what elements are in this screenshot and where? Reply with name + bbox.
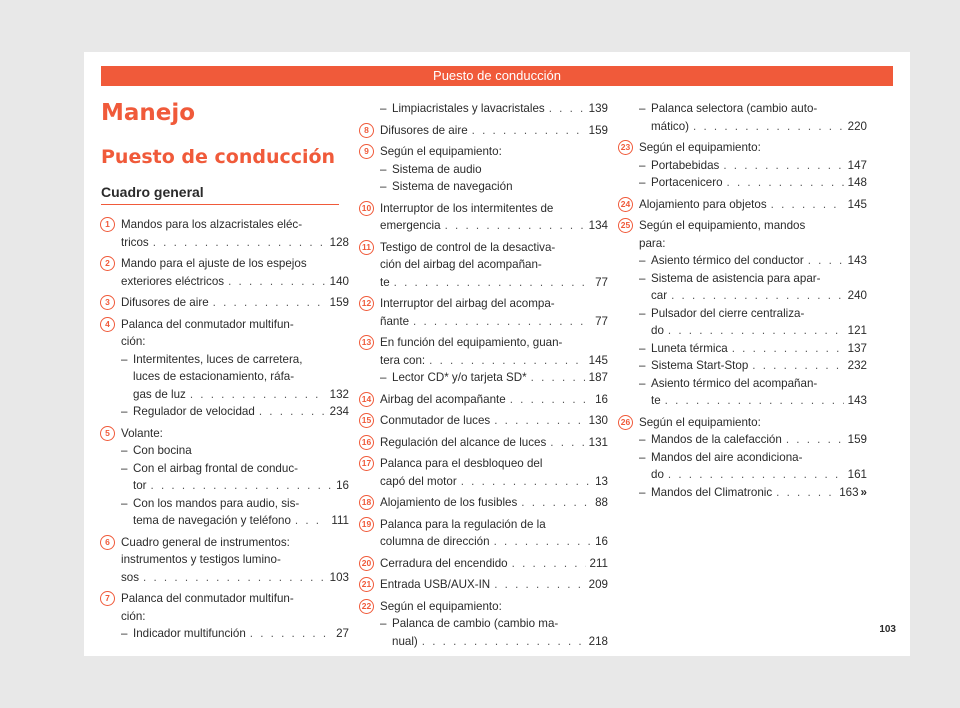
- sub-item-text: tema de navegación y teléfono: [133, 514, 291, 527]
- callout-number: 23: [618, 140, 633, 155]
- sub-item-text: – Con los mandos para audio, sis-: [133, 496, 300, 510]
- item-text: instrumentos y testigos lumino-: [121, 553, 281, 566]
- page-ref: 103: [329, 570, 349, 584]
- item-text: Interruptor del airbag del acompa-: [380, 297, 555, 310]
- legend-item: [364, 122, 608, 140]
- sub-item-text: – Sistema Start-Stop: [651, 359, 749, 372]
- page-ref: 88: [595, 496, 608, 509]
- legend-item: [639, 100, 867, 135]
- page-ref: 240: [847, 289, 867, 302]
- sub-item-text: mático): [651, 119, 690, 133]
- item-text: Alojamiento de los fusibles: [380, 496, 518, 509]
- page-ref: 209: [588, 578, 608, 591]
- legend-item: [361, 295, 608, 330]
- callout-number: 9: [359, 144, 374, 159]
- sub-item-text: do: [651, 324, 664, 337]
- sub-item-text: – Regulador de velocidad: [133, 405, 255, 418]
- page-ref: 234: [329, 405, 349, 418]
- sub-item: [639, 252, 867, 270]
- sub-item: [639, 375, 867, 410]
- legend-item: [105, 425, 349, 530]
- legend-column-1: [105, 216, 349, 647]
- item-text: Airbag del acompañante: [380, 392, 506, 406]
- sub-item: [380, 178, 608, 196]
- sub-item-text: – Intermitentes, luces de carretera,: [133, 352, 303, 366]
- callout-number: 11: [359, 240, 374, 255]
- page-number: 103: [879, 624, 896, 635]
- legend-item: [361, 576, 608, 594]
- page-ref: 163: [839, 485, 859, 499]
- item-text: ción del airbag del acompañan-: [380, 258, 542, 271]
- sub-item: [121, 625, 349, 643]
- item-text: Interruptor de los intermitentes de: [380, 201, 554, 215]
- callout-number: 12: [359, 296, 374, 311]
- legend-item: [361, 555, 608, 573]
- sub-item: [380, 369, 608, 387]
- callout-number: 8: [359, 123, 374, 138]
- item-text: Cerradura del encendido: [380, 556, 508, 570]
- item-text: Palanca para la regulación de la: [380, 517, 546, 531]
- item-text: ñante: [380, 314, 410, 328]
- sub-item: [380, 100, 608, 118]
- legend-item: [362, 239, 608, 292]
- page-ref: 13: [595, 474, 608, 488]
- legend-item: [105, 294, 349, 312]
- item-text: Difusores de aire: [121, 296, 209, 309]
- item-text: columna de dirección: [380, 535, 490, 548]
- sub-item-text: – Sistema de navegación: [392, 180, 513, 193]
- item-text: tricos: [121, 235, 149, 249]
- page-ref: 143: [847, 394, 867, 407]
- callout-number: 21: [359, 577, 374, 592]
- sub-item-text: – Sistema de audio: [392, 162, 482, 176]
- page-ref: 145: [588, 353, 608, 367]
- sub-item: [380, 615, 608, 650]
- page-ref: 139: [588, 102, 608, 115]
- page-ref: 77: [595, 275, 608, 289]
- sub-item-text: – Con bocina: [133, 444, 192, 457]
- item-text: Cuadro general de instrumentos:: [121, 535, 290, 549]
- sub-item-text: – Luneta térmica: [651, 341, 728, 355]
- item-text: Palanca del conmutador multifun-: [121, 317, 294, 331]
- sub-item: [639, 174, 867, 192]
- sub-item-text: tor: [133, 479, 147, 492]
- callout-number: 6: [100, 535, 115, 550]
- page-ref: 131: [588, 435, 608, 449]
- legend-item: [105, 316, 349, 421]
- sub-item-text: car: [651, 289, 668, 302]
- page-ref: 137: [847, 341, 867, 355]
- sub-item: [121, 495, 349, 530]
- page-ref: 159: [588, 123, 608, 137]
- callout-number: 14: [359, 392, 374, 407]
- item-text: Volante:: [121, 426, 163, 440]
- callout-number: 17: [359, 456, 374, 471]
- callout-number: 22: [359, 599, 374, 614]
- sub-item-text: – Con el airbag frontal de conduc-: [133, 461, 298, 475]
- item-text: Según el equipamiento:: [380, 599, 502, 613]
- legend-item: [361, 200, 608, 235]
- sub-item: [639, 305, 867, 340]
- callout-number: 3: [100, 295, 115, 310]
- callout-number: 16: [359, 435, 374, 450]
- sub-item: [380, 161, 608, 179]
- legend-item: [361, 455, 608, 490]
- sub-item-text: gas de luz: [133, 387, 186, 401]
- sub-item-text: – Asiento térmico del conductor: [651, 254, 804, 267]
- item-text: Conmutador de luces: [380, 414, 491, 427]
- legend-item: [361, 516, 608, 551]
- sub-item-text: luces de estacionamiento, ráfa-: [133, 370, 295, 383]
- sub-item-text: – Palanca de cambio (cambio ma-: [392, 617, 559, 630]
- subsection-title: Cuadro general: [101, 184, 339, 205]
- item-text: Entrada USB/AUX-IN: [380, 578, 491, 591]
- sub-item-text: – Portacenicero: [651, 176, 723, 189]
- chapter-title: Manejo: [101, 100, 196, 126]
- legend-item: [361, 598, 608, 651]
- callout-number: 20: [359, 556, 374, 571]
- callout-number: 26: [618, 415, 633, 430]
- sub-item: [639, 157, 867, 175]
- page-ref: 145: [847, 197, 867, 211]
- sub-item: [639, 484, 867, 502]
- item-text: Según el equipamiento, mandos: [639, 219, 806, 232]
- callout-number: 19: [359, 517, 374, 532]
- item-text: Palanca del conmutador multifun-: [121, 592, 294, 605]
- item-text: Difusores de aire: [380, 123, 468, 137]
- item-text: Palanca para el desbloqueo del: [380, 457, 543, 470]
- item-text: ción:: [121, 335, 146, 348]
- page-ref: 128: [329, 235, 349, 249]
- callout-number: 18: [359, 495, 374, 510]
- legend-item: [361, 412, 608, 430]
- page-ref: 134: [588, 219, 608, 232]
- sub-item-text: te: [651, 394, 661, 407]
- sub-item: [639, 357, 867, 375]
- page-ref: 16: [595, 535, 608, 548]
- legend-item: [361, 391, 608, 409]
- legend-item: [380, 100, 608, 118]
- callout-number: 15: [359, 413, 374, 428]
- legend-item: [620, 217, 867, 410]
- item-text: Según el equipamiento:: [639, 415, 761, 429]
- item-text: ción:: [121, 609, 146, 623]
- item-text: Mandos para los alzacristales eléc-: [121, 218, 303, 231]
- callout-number: 5: [100, 426, 115, 441]
- sub-item-text: – Mandos del Climatronic: [651, 485, 773, 499]
- sub-item-text: – Mandos del aire acondiciona-: [651, 450, 803, 464]
- item-text: En función del equipamiento, guan-: [380, 336, 563, 349]
- page-ref: 147: [847, 158, 867, 172]
- sub-item-text: – Indicador multifunción: [133, 627, 246, 640]
- item-text: para:: [639, 236, 666, 250]
- page-ref: 16: [595, 392, 608, 406]
- legend-item: [361, 334, 608, 387]
- sub-item-text: – Pulsador del cierre centraliza-: [651, 306, 805, 320]
- sub-item-text: do: [651, 468, 664, 481]
- section-banner: Puesto de conducción: [101, 66, 893, 86]
- item-text: Mando para el ajuste de los espejos: [121, 257, 307, 270]
- page-ref: 27: [336, 627, 349, 640]
- legend-item: [105, 255, 349, 290]
- callout-number: 24: [618, 197, 633, 212]
- page-ref: 161: [847, 468, 867, 481]
- callout-number: 13: [359, 335, 374, 350]
- sub-item: [639, 431, 867, 449]
- page-ref: 132: [329, 387, 349, 401]
- sub-item-text: nual): [392, 634, 418, 648]
- sub-item: [639, 340, 867, 358]
- legend-item: [105, 216, 349, 251]
- page-ref: 77: [595, 314, 608, 328]
- legend-column-3: [620, 100, 867, 505]
- page-ref: 211: [589, 556, 608, 570]
- page-ref: 143: [847, 254, 867, 267]
- page-ref: 187: [588, 371, 608, 384]
- legend-item: [620, 139, 867, 192]
- item-text: Regulación del alcance de luces: [380, 435, 547, 449]
- sub-item-text: – Sistema de asistencia para apar-: [651, 271, 821, 285]
- callout-number: 7: [100, 591, 115, 606]
- page-ref: 140: [329, 274, 349, 288]
- legend-item: [620, 196, 867, 214]
- page-ref: 148: [847, 176, 867, 189]
- page-ref: 220: [847, 119, 867, 133]
- sub-item: [639, 449, 867, 484]
- sub-item-text: – Limpiacristales y lavacristales: [392, 102, 545, 115]
- legend-item: [361, 494, 608, 512]
- item-text: exteriores eléctricos: [121, 274, 225, 288]
- sub-item: [121, 442, 349, 460]
- callout-number: 2: [100, 256, 115, 271]
- sub-item: [639, 100, 867, 135]
- legend-item: [105, 534, 349, 587]
- continue-arrow-icon: »: [860, 485, 867, 499]
- page-ref: 121: [847, 324, 867, 337]
- page-ref: 159: [847, 433, 867, 446]
- item-text: emergencia: [380, 219, 441, 232]
- page-ref: 232: [847, 359, 867, 372]
- callout-number: 10: [359, 201, 374, 216]
- sub-item-text: – Mandos de la calefacción: [651, 433, 782, 446]
- page-ref: 111: [331, 514, 349, 527]
- sub-item: [121, 351, 349, 404]
- item-text: tera con:: [380, 353, 426, 367]
- manual-page: [84, 52, 910, 656]
- callout-number: 1: [100, 217, 115, 232]
- legend-item: [620, 414, 867, 502]
- item-text: te: [380, 275, 390, 289]
- page-ref: 218: [588, 634, 608, 648]
- sub-item: [121, 460, 349, 495]
- item-text: Según el equipamiento:: [380, 145, 502, 158]
- sub-item-text: – Asiento térmico del acompañan-: [651, 376, 818, 390]
- page-ref: 159: [329, 296, 349, 309]
- item-text: Alojamiento para objetos: [639, 197, 767, 211]
- sub-item: [639, 270, 867, 305]
- legend-item: [105, 590, 349, 643]
- section-title: Puesto de conducción: [101, 146, 336, 168]
- sub-item-text: – Portabebidas: [651, 158, 720, 172]
- item-text: Según el equipamiento:: [639, 141, 761, 154]
- sub-item-text: – Palanca selectora (cambio auto-: [651, 102, 818, 115]
- callout-number: 4: [100, 317, 115, 332]
- item-text: Testigo de control de la desactiva-: [380, 240, 556, 254]
- callout-number: 25: [618, 218, 633, 233]
- item-text: sos: [121, 570, 140, 584]
- item-text: capó del motor: [380, 474, 457, 488]
- sub-item-text: – Lector CD* y/o tarjeta SD*: [392, 371, 527, 384]
- legend-column-2: [361, 100, 608, 654]
- legend-item: [364, 143, 608, 196]
- page-ref: 130: [588, 414, 608, 427]
- sub-item: [121, 403, 349, 421]
- legend-item: [361, 434, 608, 452]
- page-ref: 16: [336, 479, 349, 492]
